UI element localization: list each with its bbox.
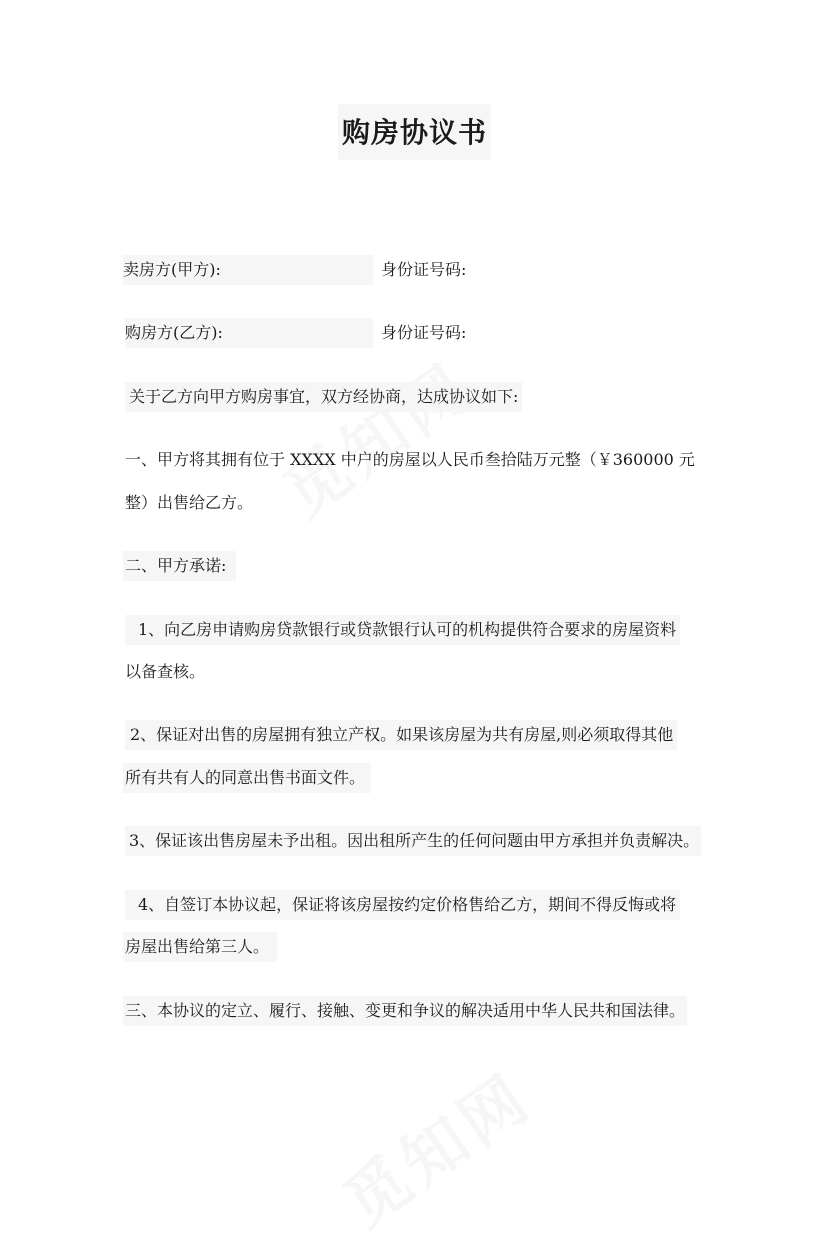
item4-line1: 4、自签订本协议起，保证将该房屋按约定价格售给乙方，期间不得反悔或将 (125, 890, 680, 920)
item1-line2: 以备查核。 (125, 662, 206, 681)
document-title: 购房协议书 (338, 104, 491, 160)
seller-label: 卖房方(甲方): (123, 255, 373, 285)
buyer-id-label: 身份证号码: (381, 323, 467, 342)
item4-line2: 房屋出售给第三人。 (123, 932, 277, 962)
seller-id-label: 身份证号码: (381, 260, 467, 279)
item2-line2: 所有共有人的同意出售书面文件。 (123, 763, 371, 793)
buyer-label: 购房方(乙方): (125, 318, 373, 348)
watermark (263, 338, 488, 534)
item3-line1: 3、保证该出售房屋未予出租。因出租所产生的任何问题由甲方承担并负责解决。 (125, 826, 701, 856)
watermark (323, 1048, 548, 1244)
item1-line1: 1、向乙房申请购房贷款银行或贷款银行认可的机构提供符合要求的房屋资料 (125, 615, 680, 645)
clause2-heading: 二、甲方承诺: (123, 551, 236, 581)
clause3-line1: 三、本协议的定立、履行、接触、变更和争议的解决适用中华人民共和国法律。 (123, 996, 687, 1026)
item2-line1: 2、保证对出售的房屋拥有独立产权。如果该房屋为共有房屋,则必须取得其他 (125, 720, 677, 750)
intro-paragraph: 关于乙方向甲方购房事宜，双方经协商，达成协议如下: (125, 382, 522, 412)
clause1-line1: 一、甲方将其拥有位于 XXXX 中户的房屋以人民币叁拾陆万元整（￥360000 元 (125, 450, 695, 469)
clause1-line2: 整）出售给乙方。 (125, 493, 254, 512)
